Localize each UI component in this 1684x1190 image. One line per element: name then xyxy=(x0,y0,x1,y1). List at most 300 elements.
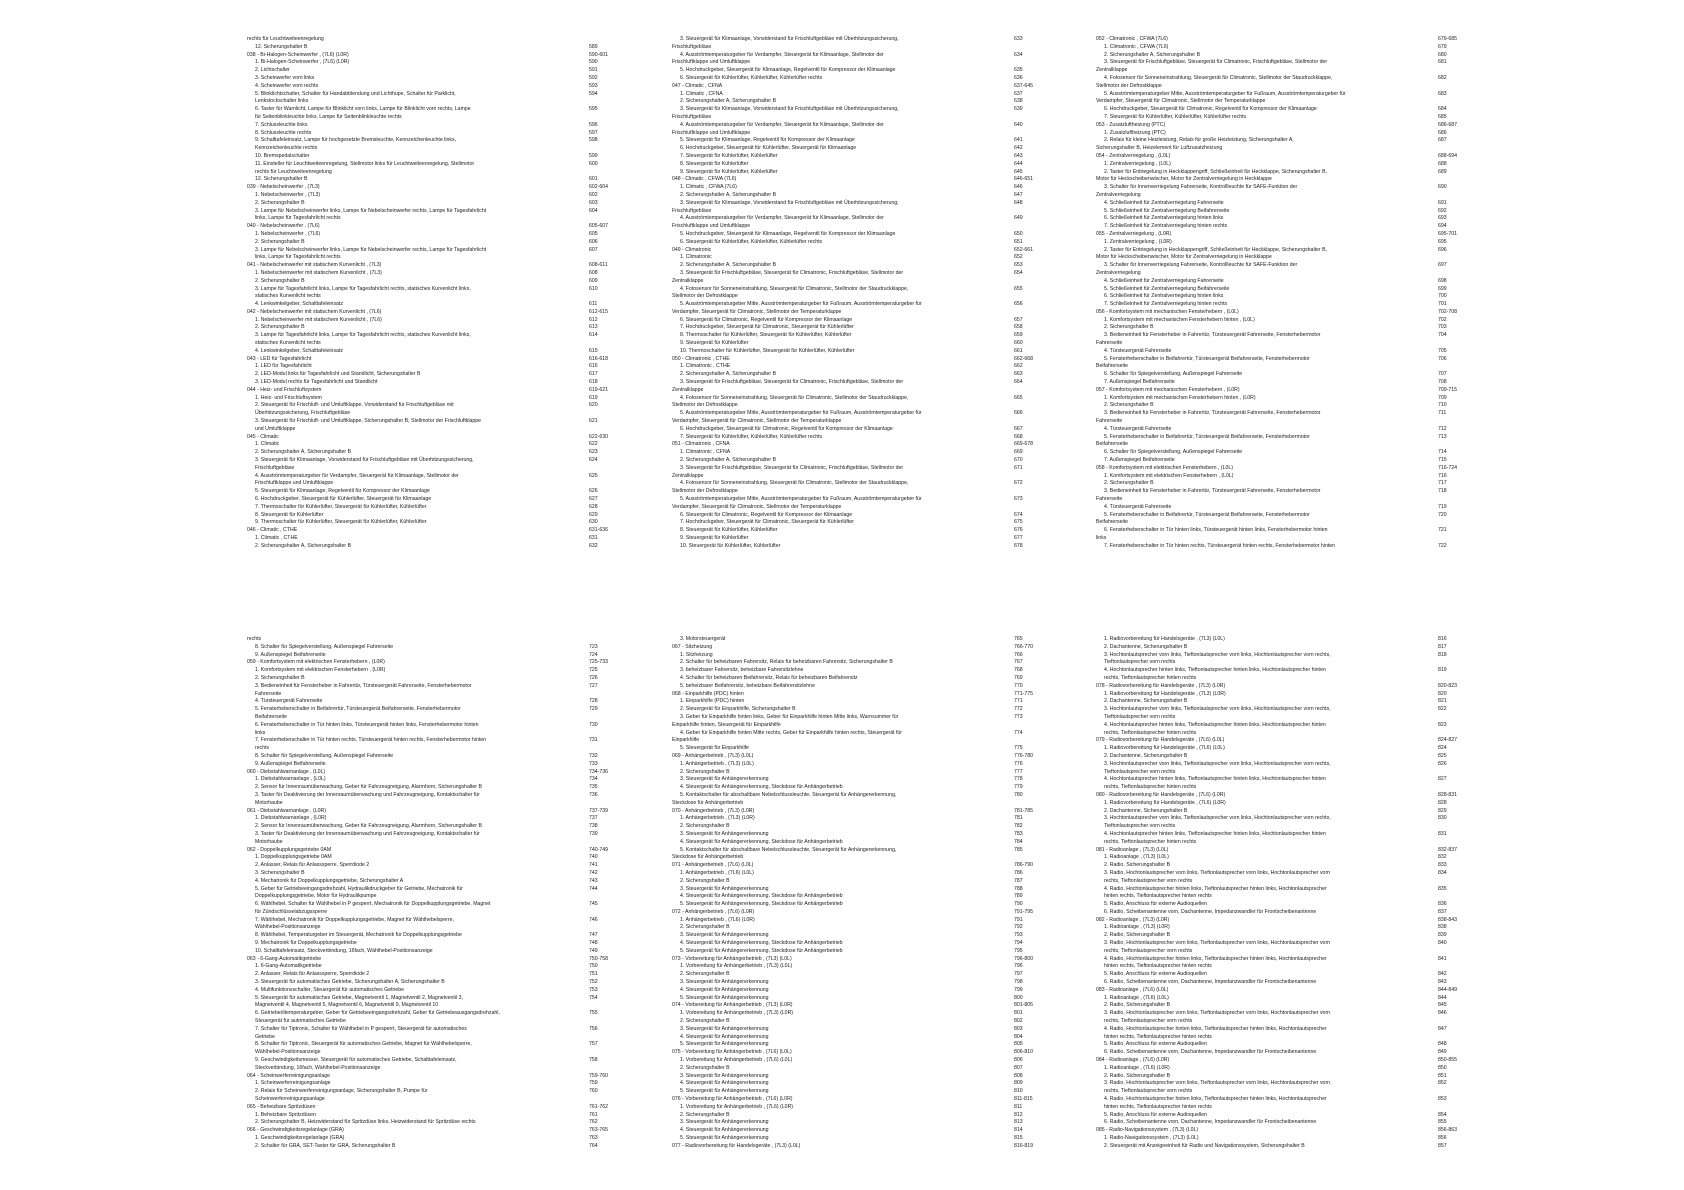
entry-title: 1. Climatic , CFNA xyxy=(680,90,723,97)
entry-page-number: 709-715 xyxy=(1438,386,1458,393)
entry-title: 4. Lenkwinkelgeber, Schalttafeleinsatz xyxy=(255,301,343,308)
index-entry-continuation xyxy=(247,800,635,808)
entry-page-number: 627 xyxy=(589,496,598,503)
entry-page-number: 831 xyxy=(1438,830,1447,837)
index-entry-continuation xyxy=(247,410,635,418)
entry-title: Zentralverriegelung xyxy=(1096,269,1141,276)
entry-title: 7. Schließeinheit für Zentralverriegelung hinten rechts xyxy=(1104,301,1228,308)
entry-page-number: 745 xyxy=(589,901,598,908)
index-section-heading xyxy=(247,262,635,270)
entry-page-number: 657 xyxy=(1014,316,1023,323)
entry-page-number: 747 xyxy=(589,932,598,939)
entry-page-number: 658 xyxy=(1014,324,1023,331)
index-entry-continuation xyxy=(247,36,635,44)
entry-title: 083 - Radioanlage , (7L6) (L0L) xyxy=(1096,986,1169,993)
index-entry-continuation xyxy=(1096,893,1484,901)
index-entry-continuation xyxy=(1096,176,1484,184)
entry-page-number: 803 xyxy=(1014,1025,1023,1032)
entry-page-number: 676 xyxy=(1014,527,1023,534)
index-entry xyxy=(672,426,1060,434)
entry-title: 5. Steuergerät für Klimaanlage, Regelventil für Kompressor der Klimaanlage xyxy=(680,137,855,144)
index-entry xyxy=(672,878,1060,886)
index-section-heading xyxy=(1096,122,1484,130)
entry-title: 048 - Climatic , CFWA (7L6) xyxy=(672,176,737,183)
entry-page-number: 796-800 xyxy=(1014,955,1034,962)
entry-title: 4. Ausströmtemperaturgeber für Verdampfer, Steuergerät für Klimaanlage, Stellmotor der xyxy=(680,51,884,58)
index-entry xyxy=(247,683,635,691)
entry-title: 4. Radio, Hochtonlautsprecher hinten links, Tieftonlautsprecher hinten links, Hochtonlautsprecher xyxy=(1104,885,1327,892)
entry-title: 1. Sitzheizung xyxy=(680,651,713,658)
entry-title: 6. Steuergerät für Climatronic, Regelventil für Kompressor der Klimaanlage xyxy=(680,511,853,518)
entry-page-number: 687 xyxy=(1438,137,1447,144)
entry-title: 5. Hochdruckgeber, Steuergerät für Klimaanlage, Regelventil für Kompressor der Klimaanlage xyxy=(680,67,896,74)
entry-title: rechts, Tieftonlautsprecher hinten rechts xyxy=(1104,838,1197,845)
entry-title: 051 - Climatronic , CFNA xyxy=(672,441,730,448)
index-entry xyxy=(247,418,635,426)
index-entry xyxy=(247,948,635,956)
entry-page-number: 764 xyxy=(589,1142,598,1149)
entry-page-number: 733 xyxy=(589,760,598,767)
entry-page-number: 709 xyxy=(1438,394,1447,401)
index-entry xyxy=(1096,924,1484,932)
entry-page-number: 692 xyxy=(1438,207,1447,214)
entry-title: 3. Lampe für Nebelscheinwerfer links, Lampe für Nebelscheinwerfer rechts, Lampe für Tagesfahrlicht xyxy=(255,207,487,214)
entry-page-number: 716-724 xyxy=(1438,464,1458,471)
entry-title: 3. Schalter für Innenverriegelung Fahrerseite, Kontrollleuchte für SAFE-Funktion der xyxy=(1104,184,1298,191)
entry-page-number: 652-661 xyxy=(1014,246,1034,253)
index-entry-continuation xyxy=(672,473,1060,481)
entry-page-number: 801-805 xyxy=(1014,1002,1034,1009)
entry-page-number: 612 xyxy=(589,316,598,323)
entry-title: 4. Hochtonlautsprecher hinten links, Tieftonlautsprecher hinten links, Hochtonlautsprecher hinten xyxy=(1104,830,1326,837)
index-entry-continuation xyxy=(1096,363,1484,371)
entry-title: 1. Radioanlage , (7L3) (L0R) xyxy=(1104,924,1170,931)
entry-page-number: 823 xyxy=(1438,721,1447,728)
entry-title: 4. Radio, Hochtonlautsprecher hinten links, Tieftonlautsprecher hinten links, Hochtonlautsprecher xyxy=(1104,1096,1327,1103)
entry-page-number: 608-611 xyxy=(589,262,608,269)
entry-page-number: 632 xyxy=(589,542,598,549)
entry-title: 072 - Anhängerbetrieb , (7L6) (L0R) xyxy=(672,908,755,915)
entry-page-number: 665 xyxy=(1014,394,1023,401)
index-section-heading xyxy=(672,691,1060,699)
entry-page-number: 742 xyxy=(589,869,598,876)
entry-title: 084 - Radioanlage , (7L6) (L0R) xyxy=(1096,1057,1170,1064)
entry-title: 4. Geber für Einparkhilfe hinten Mitte rechts, Geber für Einparkhilfe hinten rechts, Steuergerät für xyxy=(680,729,903,736)
entry-title: 2. Sicherungshalter B xyxy=(680,1064,730,1071)
entry-title: 7. Steuergerät für Kühlerlüfter, Kühlerlüfter, Kühlerlüfter rechts xyxy=(680,433,823,440)
entry-title: 6. Steuergerät für Climatronic, Regelventil für Kompressor der Klimaanlage xyxy=(680,316,853,323)
entry-title: Frischluftklappe und Umluftklappe xyxy=(255,480,334,487)
index-entry xyxy=(672,659,1060,667)
entry-title: 1. Bi-Halogen-Scheinwerfer , (7L6) (L0R) xyxy=(255,59,350,66)
entry-title: 3. Steuergerät für Frischluftgebläse, Steuergerät für Climatronic, Frischluftgebläse, Stellmotor der xyxy=(1104,59,1328,66)
index-section-heading xyxy=(672,1049,1060,1057)
entry-title: 1. Komfortsystem mit elektrischen Fensterhebern , (L0R) xyxy=(255,667,386,674)
index-entry xyxy=(672,893,1060,901)
entry-page-number: 610 xyxy=(589,285,598,292)
entry-title: 1. Komfortsystem mit elektrischen Fensterhebern , (L0L) xyxy=(1104,472,1234,479)
index-entry xyxy=(672,480,1060,488)
entry-page-number: 763-765 xyxy=(589,1127,609,1134)
index-entry-continuation xyxy=(247,465,635,473)
entry-page-number: 661 xyxy=(1014,347,1023,354)
index-entry-continuation xyxy=(247,426,635,434)
entry-title: 1. Geschwindigkeitsregelanlage (GRA) xyxy=(255,1135,345,1141)
entry-title: 2. Sicherungshalter A, Sicherungshalter B xyxy=(255,449,352,456)
index-section-heading xyxy=(247,847,635,855)
index-entry xyxy=(247,176,635,184)
index-section-heading xyxy=(1096,987,1484,995)
entry-page-number: 620 xyxy=(589,402,598,409)
index-entry xyxy=(247,1119,635,1127)
entry-page-number: 780 xyxy=(1014,791,1023,798)
entry-page-number: 683 xyxy=(1438,90,1447,97)
entry-page-number: 693 xyxy=(1438,215,1447,222)
entry-title: 2. LED-Modul links für Tagesfahrlicht und Standlicht, Sicherungshalter B xyxy=(255,371,421,378)
entry-page-number: 644 xyxy=(1014,160,1023,167)
entry-page-number: 726 xyxy=(589,674,598,681)
index-entry xyxy=(1096,706,1484,714)
entry-title: Fahrerseite xyxy=(1096,418,1123,425)
index-entry xyxy=(672,831,1060,839)
entry-page-number: 605-607 xyxy=(589,223,609,230)
index-entry xyxy=(247,1026,635,1034)
entry-page-number: 856 xyxy=(1438,1135,1447,1141)
entry-title: 2. Dachantenne, Sicherungshalter B xyxy=(1104,752,1188,759)
entry-page-number: 814 xyxy=(1014,1127,1023,1134)
entry-page-number: 771 xyxy=(1014,698,1023,705)
entry-page-number: 694 xyxy=(1438,223,1447,230)
index-section-heading xyxy=(247,434,635,442)
index-section-heading xyxy=(1096,792,1484,800)
index-entry xyxy=(247,815,635,823)
index-entry xyxy=(1096,940,1484,948)
index-entry xyxy=(247,862,635,870)
entry-page-number: 689 xyxy=(1438,168,1447,175)
entry-title: 2. Sicherungshalter B xyxy=(680,877,730,884)
entry-page-number: 833 xyxy=(1438,862,1447,869)
entry-title: 8. Schalter für Spiegelverstellung, Außenspiegel Fahrerseite xyxy=(255,752,394,759)
entry-page-number: 727 xyxy=(589,682,598,689)
entry-title: 4. Steuergerät für Anhängererkennung xyxy=(680,986,769,993)
entry-page-number: 759-760 xyxy=(589,1072,609,1079)
index-section-heading xyxy=(672,862,1060,870)
entry-page-number: 806-810 xyxy=(1014,1049,1034,1056)
index-entry xyxy=(672,36,1060,44)
entry-page-number: 815 xyxy=(1014,1135,1023,1141)
index-entry xyxy=(1096,1073,1484,1081)
index-entry xyxy=(247,231,635,239)
index-entry xyxy=(1096,208,1484,216)
entry-title: Zentralklappe xyxy=(1096,67,1128,74)
entry-page-number: 857 xyxy=(1438,1142,1447,1149)
entry-title: 7. Fensterheberschalter in Tür hinten rechts, Türsteuergerät hinten rechts, Fensterhebermotor hinten xyxy=(1104,542,1336,549)
entry-title: 1. Beheizbare Spritzdüsen xyxy=(255,1111,316,1118)
entry-page-number: 679 xyxy=(1438,43,1447,50)
entry-title: 5. Schließeinheit für Zentralverriegelung Beifahrerseite xyxy=(1104,207,1230,214)
entry-title: 7. Fensterheberschalter in Tür hinten rechts, Türsteuergerät hinten rechts, Fensterhebermotor hinten xyxy=(255,737,487,744)
entry-page-number: 776 xyxy=(1014,760,1023,767)
entry-page-number: 667 xyxy=(1014,425,1023,432)
entry-page-number: 850-855 xyxy=(1438,1057,1458,1064)
entry-title: 085 - Radio-Navigationssystem , (7L3) (L0L) xyxy=(1096,1127,1199,1134)
entry-title: 6. Radio, Scheibenantenne vorn, Dachantenne, Impedanzwandler für Frontscheibenantenne xyxy=(1104,979,1317,986)
index-entry xyxy=(672,815,1060,823)
index-section-heading xyxy=(1096,737,1484,745)
entry-title: 9. Außenspiegel Beifahrerseite xyxy=(255,651,326,658)
index-entry xyxy=(1096,200,1484,208)
index-entry xyxy=(247,496,635,504)
index-section-heading xyxy=(1096,683,1484,691)
entry-title: Motorhaube xyxy=(255,799,283,806)
index-section-heading xyxy=(672,83,1060,91)
entry-page-number: 750-758 xyxy=(589,955,609,962)
entry-page-number: 822 xyxy=(1438,706,1447,713)
index-entry xyxy=(672,971,1060,979)
entry-page-number: 762 xyxy=(589,1119,598,1126)
entry-title: 10. Schalttafeleinsatz, Steckverbindung, 16fach, Wählhebel-Positionsanzeige xyxy=(255,947,433,954)
index-entry xyxy=(247,995,635,1003)
entry-page-number: 855 xyxy=(1438,1119,1447,1126)
entry-page-number: 675 xyxy=(1014,519,1023,526)
index-entry xyxy=(1096,995,1484,1003)
index-entry xyxy=(247,83,635,91)
entry-page-number: 656 xyxy=(1014,301,1023,308)
entry-page-number: 826 xyxy=(1438,760,1447,767)
entry-page-number: 773 xyxy=(1014,713,1023,720)
index-entry xyxy=(672,262,1060,270)
entry-page-number: 737 xyxy=(589,815,598,822)
entry-page-number: 761-762 xyxy=(589,1103,609,1110)
entry-title: Steckdose für Anhängerbetrieb xyxy=(672,799,744,806)
index-entry xyxy=(1096,59,1484,67)
entry-title: 2. Dachantenne, Sicherungshalter B xyxy=(1104,698,1188,705)
entry-title: 6. Hochdruckgeber, Steuergerät für Climatronic, Regelventil für Kompressor der Klimaanlage xyxy=(1104,106,1317,113)
entry-title: 4. Steuergerät für Anhängererkennung xyxy=(680,1127,769,1134)
entry-page-number: 666 xyxy=(1014,410,1023,417)
entry-title: rechts, Tieftonlautsprecher vorn rechts xyxy=(1104,1088,1193,1095)
entry-page-number: 781-785 xyxy=(1014,807,1034,814)
entry-title: 3. Steuergerät für Anhängererkennung xyxy=(680,979,769,986)
entry-title: 2. Taster für Entriegelung in Heckklappengriff, Schließeinheit für Heckklappe, Sicherungshalter B, xyxy=(1104,246,1327,253)
entry-page-number: 702 xyxy=(1438,316,1447,323)
entry-title: Motorhaube xyxy=(255,838,283,845)
entry-page-number: 737-739 xyxy=(589,807,609,814)
entry-title: 5. Radio, Anschluss für externe Audioquellen xyxy=(1104,1041,1207,1048)
index-entry xyxy=(672,301,1060,309)
index-entry xyxy=(672,98,1060,106)
index-entry xyxy=(247,324,635,332)
index-entry xyxy=(247,200,635,208)
index-section-heading xyxy=(1096,1057,1484,1065)
index-entry xyxy=(247,348,635,356)
index-entry-continuation xyxy=(247,924,635,932)
entry-title: 3. Lampe für Tagesfahrlicht links, Lampe für Tagesfahrlicht rechts, statisches Kurvenlicht links, xyxy=(255,332,471,339)
entry-page-number: 591 xyxy=(589,67,598,74)
entry-page-number: 595 xyxy=(589,106,598,113)
index-entry xyxy=(247,91,635,99)
entry-page-number: 802 xyxy=(1014,1018,1023,1025)
entry-title: 1. Radiovorbereitung für Handelsgeräte , (7L3) (L0L) xyxy=(1104,636,1225,642)
entry-title: 4. Schließeinheit für Zentralverriegelung Fahrerseite xyxy=(1104,199,1224,206)
index-entry xyxy=(247,67,635,75)
index-entry-continuation xyxy=(1096,418,1484,426)
entry-page-number: 671 xyxy=(1014,464,1023,471)
entry-title: 4. Mechatronik für Doppelkupplungsgetriebe, Sicherungshalter A xyxy=(255,877,404,884)
entry-page-number: 670 xyxy=(1014,457,1023,464)
entry-page-number: 767 xyxy=(1014,659,1023,666)
entry-page-number: 766-770 xyxy=(1014,643,1034,650)
entry-page-number: 787 xyxy=(1014,877,1023,884)
entry-page-number: 748 xyxy=(589,940,598,947)
entry-page-number: 846 xyxy=(1438,1010,1447,1017)
entry-page-number: 691 xyxy=(1438,199,1447,206)
entry-page-number: 590-601 xyxy=(589,51,609,58)
entry-title: 4. Steuergerät für Anhängererkennung, Steckdose für Anhängerbetrieb xyxy=(680,940,843,947)
index-entry xyxy=(672,200,1060,208)
index-entry xyxy=(1096,652,1484,660)
index-entry xyxy=(247,122,635,130)
entry-page-number: 734 xyxy=(589,776,598,783)
entry-page-number: 755 xyxy=(589,1010,598,1017)
entry-title: 071 - Anhängerbetrieb , (7L6) (L0L) xyxy=(672,862,754,869)
entry-title: 2. Steuergerät für Frischluft- und Umluftklappe, Vorwiderstand für Frischluftgebläse mit xyxy=(255,402,454,409)
entry-title: 2. Sensor für Innenraumüberwachung, Geber für Fahrzeugneigung, Alarmhorn, Sicherungshalter B xyxy=(255,823,482,830)
index-entry xyxy=(1096,753,1484,761)
index-entry xyxy=(672,1057,1060,1065)
entry-page-number: 766 xyxy=(1014,651,1023,658)
entry-page-number: 601 xyxy=(589,176,598,183)
entry-page-number: 690 xyxy=(1438,184,1447,191)
entry-title: 7. Außenspiegel Beifahrerseite xyxy=(1104,457,1175,464)
index-entry xyxy=(1096,971,1484,979)
entry-page-number: 751 xyxy=(589,971,598,978)
index-section-heading xyxy=(1096,153,1484,161)
entry-page-number: 812 xyxy=(1014,1111,1023,1118)
entry-page-number: 740 xyxy=(589,854,598,861)
entry-page-number: 844 xyxy=(1438,994,1447,1001)
entry-title: Zentralverriegelung xyxy=(1096,191,1141,198)
index-entry-continuation xyxy=(1096,519,1484,527)
index-entry xyxy=(247,192,635,200)
index-entry xyxy=(672,675,1060,683)
entry-title: 5. Steuergerät für Anhängererkennung xyxy=(680,1135,769,1141)
entry-page-number: 646 xyxy=(1014,184,1023,191)
entry-page-number: 796 xyxy=(1014,963,1023,970)
entry-title: 9. Außenspiegel Beifahrerseite xyxy=(255,760,326,767)
entry-page-number: 847 xyxy=(1438,1025,1447,1032)
entry-page-number: 662-668 xyxy=(1014,355,1034,362)
index-section-heading xyxy=(247,1104,635,1112)
entry-title: 4. Türsteuergerät Fahrerseite xyxy=(1104,503,1172,510)
index-entry xyxy=(247,1080,635,1088)
entry-page-number: 772 xyxy=(1014,706,1023,713)
index-entry xyxy=(672,784,1060,792)
entry-title: 5. Geber für Getriebeeingangsdrehzahl, Hydraulikdruckgeber für Getriebe, Mechatronik für xyxy=(255,885,463,892)
index-entry-continuation xyxy=(247,1096,635,1104)
entry-title: 3. Lampe für Tagesfahrlicht links, Lampe für Tagesfahrlicht rechts, statisches Kurvenlicht links, xyxy=(255,285,471,292)
index-entry-continuation xyxy=(672,488,1060,496)
entry-title: 5. Radio, Anschluss für externe Audioquellen xyxy=(1104,901,1207,908)
entry-page-number: 638 xyxy=(1014,98,1023,105)
entry-page-number: 603 xyxy=(589,199,598,206)
entry-page-number: 763 xyxy=(589,1135,598,1141)
entry-title: 11. Einsteller für Leuchtweiteenregelung, Stellmotor links für Leuchtweiteenregelung, Stellmotor xyxy=(255,160,475,167)
entry-page-number: 602 xyxy=(589,191,598,198)
index-entry xyxy=(672,948,1060,956)
entry-title: 055 - Zentralverriegelung , (L0R) xyxy=(1096,230,1172,237)
entry-title: 4. Multifunktionsschalter, Steuergerät für automatisches Getriebe xyxy=(255,986,405,993)
entry-page-number: 621 xyxy=(589,418,598,425)
index-entry-continuation xyxy=(672,854,1060,862)
entry-title: Frischluftgebläse xyxy=(255,464,295,471)
index-entry xyxy=(1096,1080,1484,1088)
index-section-heading xyxy=(672,356,1060,364)
entry-title: 8. Steuergerät für Kühlerlüfter xyxy=(680,160,749,167)
index-entry xyxy=(247,301,635,309)
index-entry xyxy=(247,239,635,247)
entry-page-number: 800 xyxy=(1014,994,1023,1001)
entry-title: 6. Hochdruckgeber, Steuergerät für Kühlerlüfter, Steuergerät für Klimaanlage xyxy=(255,496,432,503)
entry-page-number: 647 xyxy=(1014,191,1023,198)
entry-page-number: 698 xyxy=(1438,277,1447,284)
index-entry-continuation xyxy=(247,745,635,753)
index-entry xyxy=(1096,293,1484,301)
entry-page-number: 791 xyxy=(1014,916,1023,923)
entry-title: Zentralklappe xyxy=(672,277,704,284)
index-entry xyxy=(247,371,635,379)
entry-page-number: 655 xyxy=(1014,285,1023,292)
entry-title: 056 - Komfortsystem mit mechanischen Fensterhebern , (L0L) xyxy=(1096,308,1239,315)
entry-title: 7. Schlussleuchte links xyxy=(255,121,308,128)
index-entry-continuation xyxy=(1096,963,1484,971)
entry-page-number: 637 xyxy=(1014,90,1023,97)
entry-page-number: 790 xyxy=(1014,901,1023,908)
entry-page-number: 646-651 xyxy=(1014,176,1034,183)
entry-page-number: 741 xyxy=(589,862,598,869)
entry-page-number: 630 xyxy=(589,519,598,526)
index-entry-continuation xyxy=(672,418,1060,426)
entry-title: Stellmotor der Defrostklappe xyxy=(672,293,738,300)
entry-title: 3. Taster für Deaktivierung der Innenraumüberwachung und Fahrzeugneigung, Kontaktschalter für xyxy=(255,791,480,798)
index-entry-continuation xyxy=(247,480,635,488)
entry-page-number: 590 xyxy=(589,59,598,66)
entry-page-number: 816-819 xyxy=(1014,1142,1034,1149)
index-entry xyxy=(247,363,635,371)
entry-page-number: 619-621 xyxy=(589,386,609,393)
entry-title: und Umluftklappe xyxy=(255,425,296,432)
index-entry-continuation xyxy=(247,340,635,348)
entry-title: 1. Doppelkupplungsgetriebe 0AM xyxy=(255,854,332,861)
entry-title: Doppelkupplungsgetriebe, Motor für Hydraulikpumpe xyxy=(255,893,377,900)
entry-page-number: 714 xyxy=(1438,449,1447,456)
entry-title: 5. Steuergerät für Einparkhilfe xyxy=(680,745,749,752)
entry-title: 2. Sicherungshalter A, Sicherungshalter B xyxy=(680,98,777,105)
index-entry xyxy=(1096,1143,1484,1151)
entry-page-number: 682 xyxy=(1438,74,1447,81)
entry-title: 058 - Komfortsystem mit elektrischen Fensterhebern , (L0L) xyxy=(1096,464,1233,471)
entry-title: 5. Steuergerät für Anhängererkennung, Steckdose für Anhängerbetrieb xyxy=(680,901,843,908)
entry-page-number: 778 xyxy=(1014,776,1023,783)
entry-title: 5. Steuergerät für Anhängererkennung xyxy=(680,994,769,1001)
index-entry xyxy=(1096,1049,1484,1057)
entry-page-number: 750 xyxy=(589,963,598,970)
index-entry xyxy=(672,683,1060,691)
entry-page-number: 712 xyxy=(1438,425,1447,432)
index-section-heading xyxy=(672,909,1060,917)
entry-page-number: 771-775 xyxy=(1014,690,1034,697)
entry-title: Tieftonlautsprecher vorn rechts xyxy=(1104,823,1176,830)
